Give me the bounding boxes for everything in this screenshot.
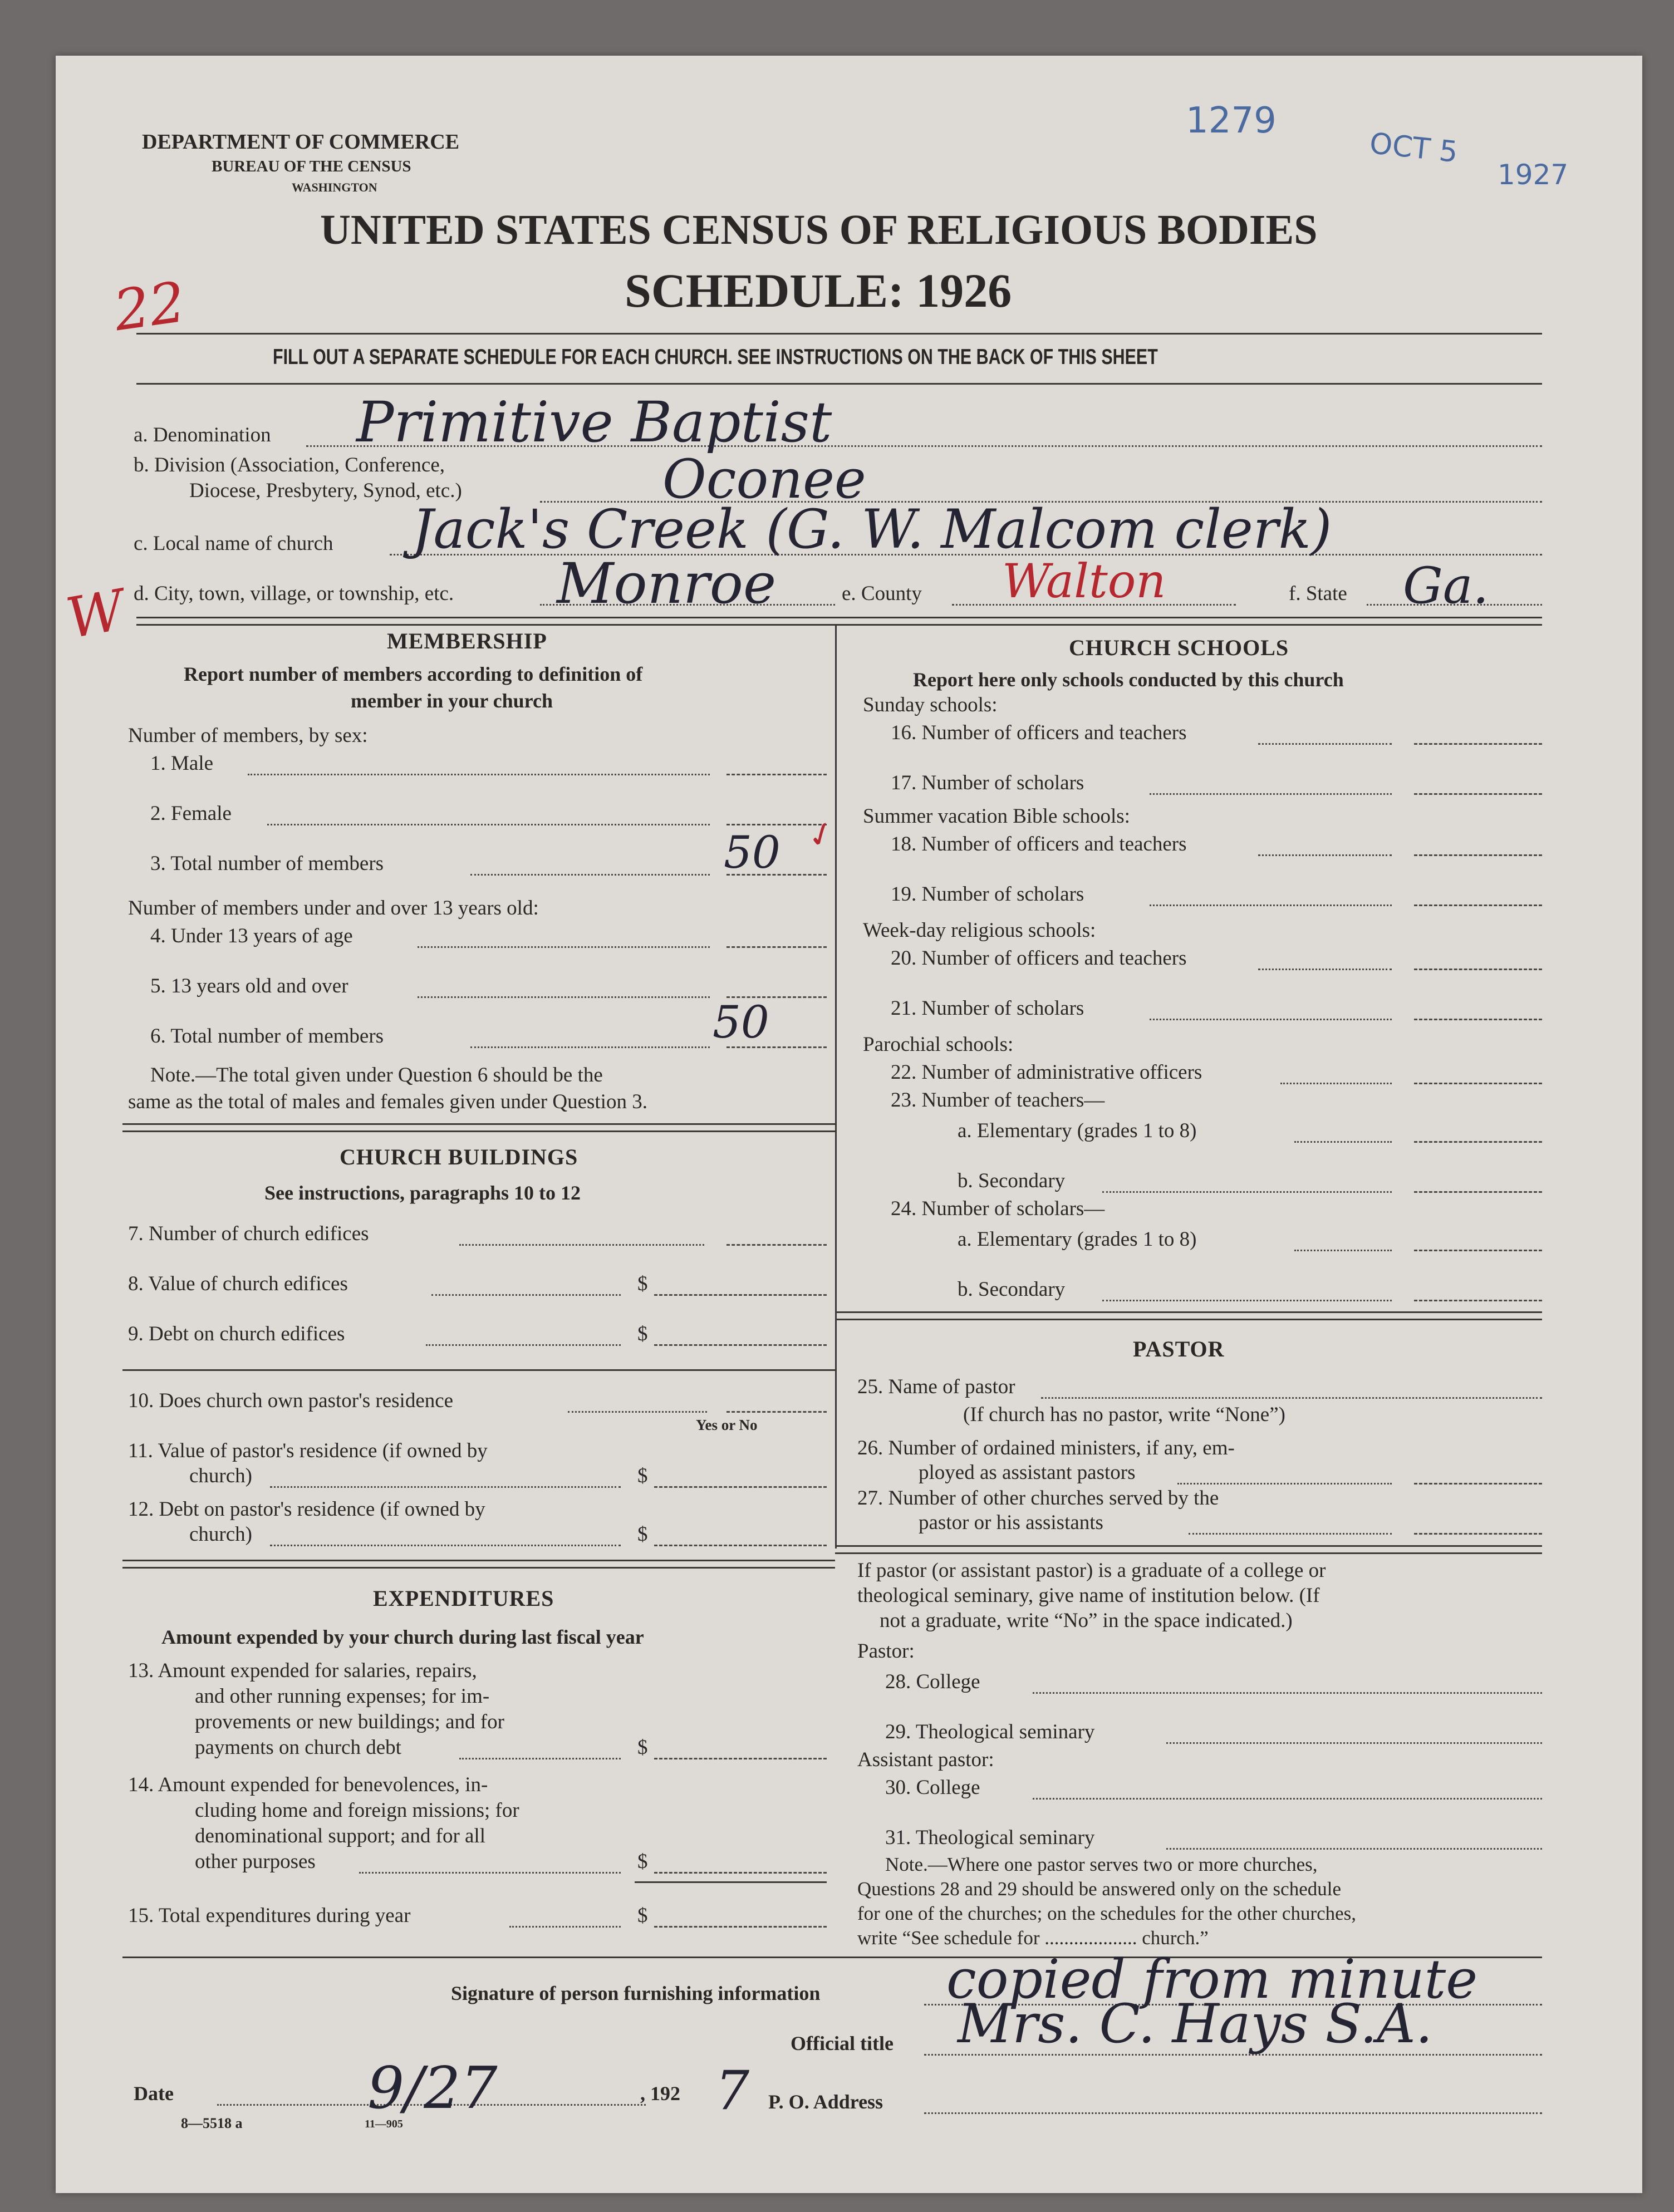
form-title: UNITED STATES CENSUS OF RELIGIOUS BODIES <box>320 207 1318 253</box>
division-value[interactable]: Oconee <box>662 448 866 510</box>
q18-dots <box>1258 854 1392 856</box>
q20-label: 20. Number of officers and teachers <box>891 947 1187 970</box>
pastor-double-rule <box>835 1545 1542 1554</box>
city-name: WASHINGTON <box>292 180 377 194</box>
q24a-answer-line[interactable] <box>1414 1250 1542 1251</box>
official-title-label: Official title <box>791 2032 894 2054</box>
q24b-label: b. Secondary <box>958 1278 1066 1301</box>
q12-label-line2: church) <box>189 1523 252 1546</box>
q13-dots <box>459 1758 621 1759</box>
q11-label-line2: church) <box>189 1464 252 1487</box>
local-name-value[interactable]: Jack's Creek (G. W. Malcom clerk) <box>412 498 1332 561</box>
q23b-answer-line[interactable] <box>1414 1191 1542 1193</box>
pastor-note-line3: for one of the churches; on the schedules for the other churches, <box>857 1903 1357 1924</box>
q14-label-line2: cluding home and foreign missions; for <box>195 1799 519 1822</box>
county-value[interactable]: Walton <box>1002 554 1166 608</box>
pastor-note-line2: Questions 28 and 29 should be answered only on the schedule <box>857 1878 1342 1900</box>
expenditures-title: EXPENDITURES <box>373 1586 554 1611</box>
q23a-dots <box>1294 1141 1392 1143</box>
q14-dollar: $ <box>637 1850 648 1873</box>
q17-answer-line[interactable] <box>1414 793 1542 795</box>
q26-label-line1: 26. Number of ordained ministers, if any, em- <box>857 1437 1235 1459</box>
membership-note-line1: Note.—The total given under Question 6 should be the <box>150 1064 603 1087</box>
separate-schedule-instruction: FILL OUT A SEPARATE SCHEDULE FOR EACH CHURCH. SEE INSTRUCTIONS ON THE BACK OF THIS SHEET <box>273 345 1158 369</box>
q13-label-line3: provements or new buildings; and for <box>195 1710 504 1733</box>
membership-intro-line1: Report number of members according to definition of <box>184 663 643 685</box>
q19-answer-line[interactable] <box>1414 905 1542 906</box>
red-w-mark: W <box>61 577 130 652</box>
q21-label: 21. Number of scholars <box>891 997 1084 1020</box>
q1-answer-line[interactable] <box>726 774 827 775</box>
parochial-schools-label: Parochial schools: <box>863 1033 1014 1056</box>
instruction-rule <box>136 383 1542 385</box>
q26-label-line2: ployed as assistant pastors <box>919 1461 1136 1484</box>
q27-answer-line[interactable] <box>1414 1533 1542 1535</box>
q23a-label: a. Elementary (grades 1 to 8) <box>958 1119 1197 1142</box>
q3-dots <box>470 874 710 876</box>
po-address-line[interactable] <box>924 2112 1542 2114</box>
q14-sum-rule <box>635 1881 827 1883</box>
q13-label-line1: 13. Amount expended for salaries, repairs, <box>128 1659 477 1682</box>
q5-over-13-label: 5. 13 years old and over <box>150 975 348 997</box>
q21-dots <box>1150 1019 1392 1020</box>
q7-answer-line[interactable] <box>726 1244 827 1246</box>
graduate-instruction-line3: not a graduate, write “No” in the space indicated.) <box>880 1609 1293 1632</box>
q1-dots <box>248 774 710 775</box>
q25-answer-line[interactable] <box>1041 1397 1542 1399</box>
q19-dots <box>1150 905 1392 906</box>
q26-answer-line[interactable] <box>1414 1483 1542 1485</box>
q23-label: 23. Number of teachers— <box>891 1089 1105 1112</box>
received-year-stamp: 1927 <box>1498 159 1569 191</box>
department-name: DEPARTMENT OF COMMERCE <box>142 130 460 154</box>
date-year-value[interactable]: 7 <box>715 2059 750 2122</box>
q14-label-line1: 14. Amount expended for benevolences, in- <box>128 1773 488 1796</box>
q15-label: 15. Total expenditures during year <box>128 1904 411 1927</box>
q7-dots <box>459 1244 704 1246</box>
q8-dots <box>431 1294 621 1296</box>
red-tally-mark: 22 <box>110 269 189 344</box>
q17-label: 17. Number of scholars <box>891 771 1084 794</box>
po-address-label: P. O. Address <box>768 2091 883 2113</box>
schedule-title: SCHEDULE: 1926 <box>625 264 1012 317</box>
q14-dots <box>359 1872 621 1874</box>
denomination-value[interactable]: Primitive Baptist <box>356 390 832 455</box>
state-value[interactable]: Ga. <box>1403 557 1489 615</box>
members-by-sex-label: Number of members, by sex: <box>128 724 368 747</box>
q13-answer-line[interactable] <box>654 1758 827 1759</box>
expenditures-subtitle: Amount expended by your church during last fiscal year <box>161 1626 644 1648</box>
column-divider <box>835 625 837 1549</box>
q27-label-line2: pastor or his assistants <box>919 1511 1103 1534</box>
q12-answer-line[interactable] <box>654 1545 827 1546</box>
q27-label-line1: 27. Number of other churches served by the <box>857 1487 1219 1510</box>
q23a-answer-line[interactable] <box>1414 1141 1542 1143</box>
q13-dollar: $ <box>637 1736 648 1759</box>
q3-total-label: 3. Total number of members <box>150 852 384 875</box>
membership-note-line2: same as the total of males and females given under Question 3. <box>128 1090 647 1113</box>
q26-dots <box>1177 1483 1392 1485</box>
q22-dots <box>1280 1083 1392 1084</box>
yes-no-hint: Yes or No <box>696 1417 758 1433</box>
graduate-instruction-line2: theological seminary, give name of institution below. (If <box>857 1584 1320 1607</box>
q4-answer-line[interactable] <box>726 946 827 948</box>
q16-answer-line[interactable] <box>1414 743 1542 745</box>
q25-note: (If church has no pastor, write “None”) <box>963 1403 1285 1426</box>
q1-male-label: 1. Male <box>150 752 214 775</box>
q18-answer-line[interactable] <box>1414 854 1542 856</box>
q16-dots <box>1258 743 1392 745</box>
print-number: 11—905 <box>365 2118 403 2130</box>
q14-answer-line[interactable] <box>654 1872 827 1874</box>
date-year-prefix: , 192 <box>640 2082 680 2105</box>
city-label: d. City, town, village, or township, etc. <box>134 582 454 605</box>
membership-intro-line2: member in your church <box>351 690 553 712</box>
q17-dots <box>1150 793 1392 795</box>
q19-label: 19. Number of scholars <box>891 883 1084 906</box>
q15-answer-line[interactable] <box>654 1926 827 1928</box>
schools-double-rule <box>835 1311 1542 1320</box>
header-rule <box>136 333 1542 335</box>
q14-label-line4: other purposes <box>195 1850 316 1873</box>
denomination-label: a. Denomination <box>134 424 271 446</box>
buildings-double-rule <box>122 1560 835 1569</box>
division-label-line1: b. Division (Association, Conference, <box>134 454 445 476</box>
q28-label: 28. College <box>885 1670 980 1693</box>
q12-dollar: $ <box>637 1523 648 1546</box>
membership-title: MEMBERSHIP <box>387 628 547 653</box>
q11-dollar: $ <box>637 1464 648 1487</box>
q8-answer-line[interactable] <box>654 1294 827 1296</box>
sunday-schools-label: Sunday schools: <box>863 694 998 716</box>
q8-value-label: 8. Value of church edifices <box>128 1272 348 1295</box>
q31-answer-line[interactable] <box>1166 1848 1542 1850</box>
q24a-dots <box>1294 1250 1392 1251</box>
q11-dots <box>270 1486 621 1488</box>
q28-answer-line[interactable] <box>1033 1692 1542 1694</box>
date-value[interactable]: 9/27 <box>367 2054 498 2122</box>
q24a-label: a. Elementary (grades 1 to 8) <box>958 1228 1197 1251</box>
ident-double-rule <box>136 617 1542 626</box>
signature-label: Signature of person furnishing information <box>451 1982 821 2004</box>
q20-dots <box>1258 969 1392 970</box>
signature-value[interactable]: copied from minute <box>946 1948 1478 2011</box>
q7-edifices-label: 7. Number of church edifices <box>128 1222 369 1245</box>
q30-label: 30. College <box>885 1776 980 1799</box>
red-check-mark: ✓ <box>802 813 841 857</box>
q6-total-value[interactable]: 50 <box>713 996 769 1048</box>
q29-label: 29. Theological seminary <box>885 1721 1095 1743</box>
q4-under-13-label: 4. Under 13 years of age <box>150 925 353 947</box>
buildings-mid-rule <box>122 1369 835 1371</box>
q6-total-label: 6. Total number of members <box>150 1025 384 1048</box>
q11-label-line1: 11. Value of pastor's residence (if owned by <box>128 1439 488 1462</box>
q25-label: 25. Name of pastor <box>857 1375 1015 1398</box>
q13-label-line2: and other running expenses; for im- <box>195 1685 490 1708</box>
local-name-label: c. Local name of church <box>134 532 333 555</box>
q20-answer-line[interactable] <box>1414 969 1542 970</box>
q23b-dots <box>1102 1191 1392 1193</box>
q9-answer-line[interactable] <box>654 1344 827 1346</box>
pastor-note-line4: write “See schedule for ................... church.” <box>857 1927 1209 1949</box>
q24b-answer-line[interactable] <box>1414 1300 1542 1301</box>
pastor-title: PASTOR <box>1133 1336 1225 1361</box>
schools-subtitle: Report here only schools conducted by this church <box>913 668 1344 691</box>
q31-label: 31. Theological seminary <box>885 1826 1095 1849</box>
q10-answer-line[interactable] <box>726 1411 827 1413</box>
q22-label: 22. Number of administrative officers <box>891 1061 1202 1084</box>
q10-dots <box>568 1411 707 1413</box>
weekday-schools-label: Week-day religious schools: <box>863 919 1096 942</box>
pastor-note-line1: Note.—Where one pastor serves two or more churches, <box>885 1854 1318 1875</box>
buildings-subtitle: See instructions, paragraphs 10 to 12 <box>264 1182 581 1204</box>
census-schedule-sheet <box>56 56 1642 2193</box>
q2-female-label: 2. Female <box>150 802 232 825</box>
q21-answer-line[interactable] <box>1414 1019 1542 1020</box>
graduate-instruction-line1: If pastor (or assistant pastor) is a graduate of a college or <box>857 1559 1326 1582</box>
schedule-number-stamp: 1279 <box>1186 100 1277 141</box>
q22-answer-line[interactable] <box>1414 1083 1542 1084</box>
q29-answer-line[interactable] <box>1166 1742 1542 1744</box>
q12-dots <box>270 1545 621 1546</box>
q9-dollar: $ <box>637 1323 648 1345</box>
schools-title: CHURCH SCHOOLS <box>1069 635 1289 660</box>
state-label: f. State <box>1289 582 1347 605</box>
q8-dollar: $ <box>637 1272 648 1295</box>
q23b-label: b. Secondary <box>958 1169 1066 1192</box>
q27-dots <box>1189 1533 1392 1535</box>
q3-total-value[interactable]: 50 <box>724 827 780 878</box>
q4-dots <box>418 946 710 948</box>
q11-answer-line[interactable] <box>654 1486 827 1488</box>
q10-residence-label: 10. Does church own pastor's residence <box>128 1389 454 1412</box>
q15-dollar: $ <box>637 1904 648 1927</box>
q15-dots <box>509 1926 621 1928</box>
q24-label: 24. Number of scholars— <box>891 1197 1105 1220</box>
q9-dots <box>426 1344 621 1346</box>
q18-label: 18. Number of officers and teachers <box>891 833 1187 856</box>
date-label: Date <box>134 2082 174 2105</box>
q30-answer-line[interactable] <box>1033 1798 1542 1800</box>
q14-label-line3: denominational support; and for all <box>195 1825 485 1847</box>
received-date-stamp: OCT 5 <box>1368 126 1460 170</box>
buildings-title: CHURCH BUILDINGS <box>340 1144 578 1169</box>
q13-label-line4: payments on church debt <box>195 1736 401 1759</box>
bureau-name: BUREAU OF THE CENSUS <box>212 158 411 175</box>
q12-label-line1: 12. Debt on pastor's residence (if owned by <box>128 1498 485 1521</box>
city-value[interactable]: Monroe <box>557 551 777 616</box>
members-by-age-label: Number of members under and over 13 years old: <box>128 897 539 920</box>
form-number: 8—5518 a <box>181 2115 243 2131</box>
q6-dots <box>470 1046 710 1048</box>
q24b-dots <box>1102 1300 1392 1301</box>
summer-schools-label: Summer vacation Bible schools: <box>863 805 1130 828</box>
q5-dots <box>418 996 710 998</box>
q9-debt-label: 9. Debt on church edifices <box>128 1323 345 1345</box>
division-label-line2: Diocese, Presbytery, Synod, etc.) <box>189 479 462 502</box>
official-title-value[interactable]: Mrs. C. Hays S.A. <box>958 1993 1433 2055</box>
county-label: e. County <box>842 582 922 605</box>
assistant-pastor-subheading: Assistant pastor: <box>857 1748 994 1771</box>
q2-dots <box>267 824 710 825</box>
q16-label: 16. Number of officers and teachers <box>891 721 1187 744</box>
pastor-subheading: Pastor: <box>857 1640 915 1663</box>
membership-double-rule <box>122 1123 835 1132</box>
